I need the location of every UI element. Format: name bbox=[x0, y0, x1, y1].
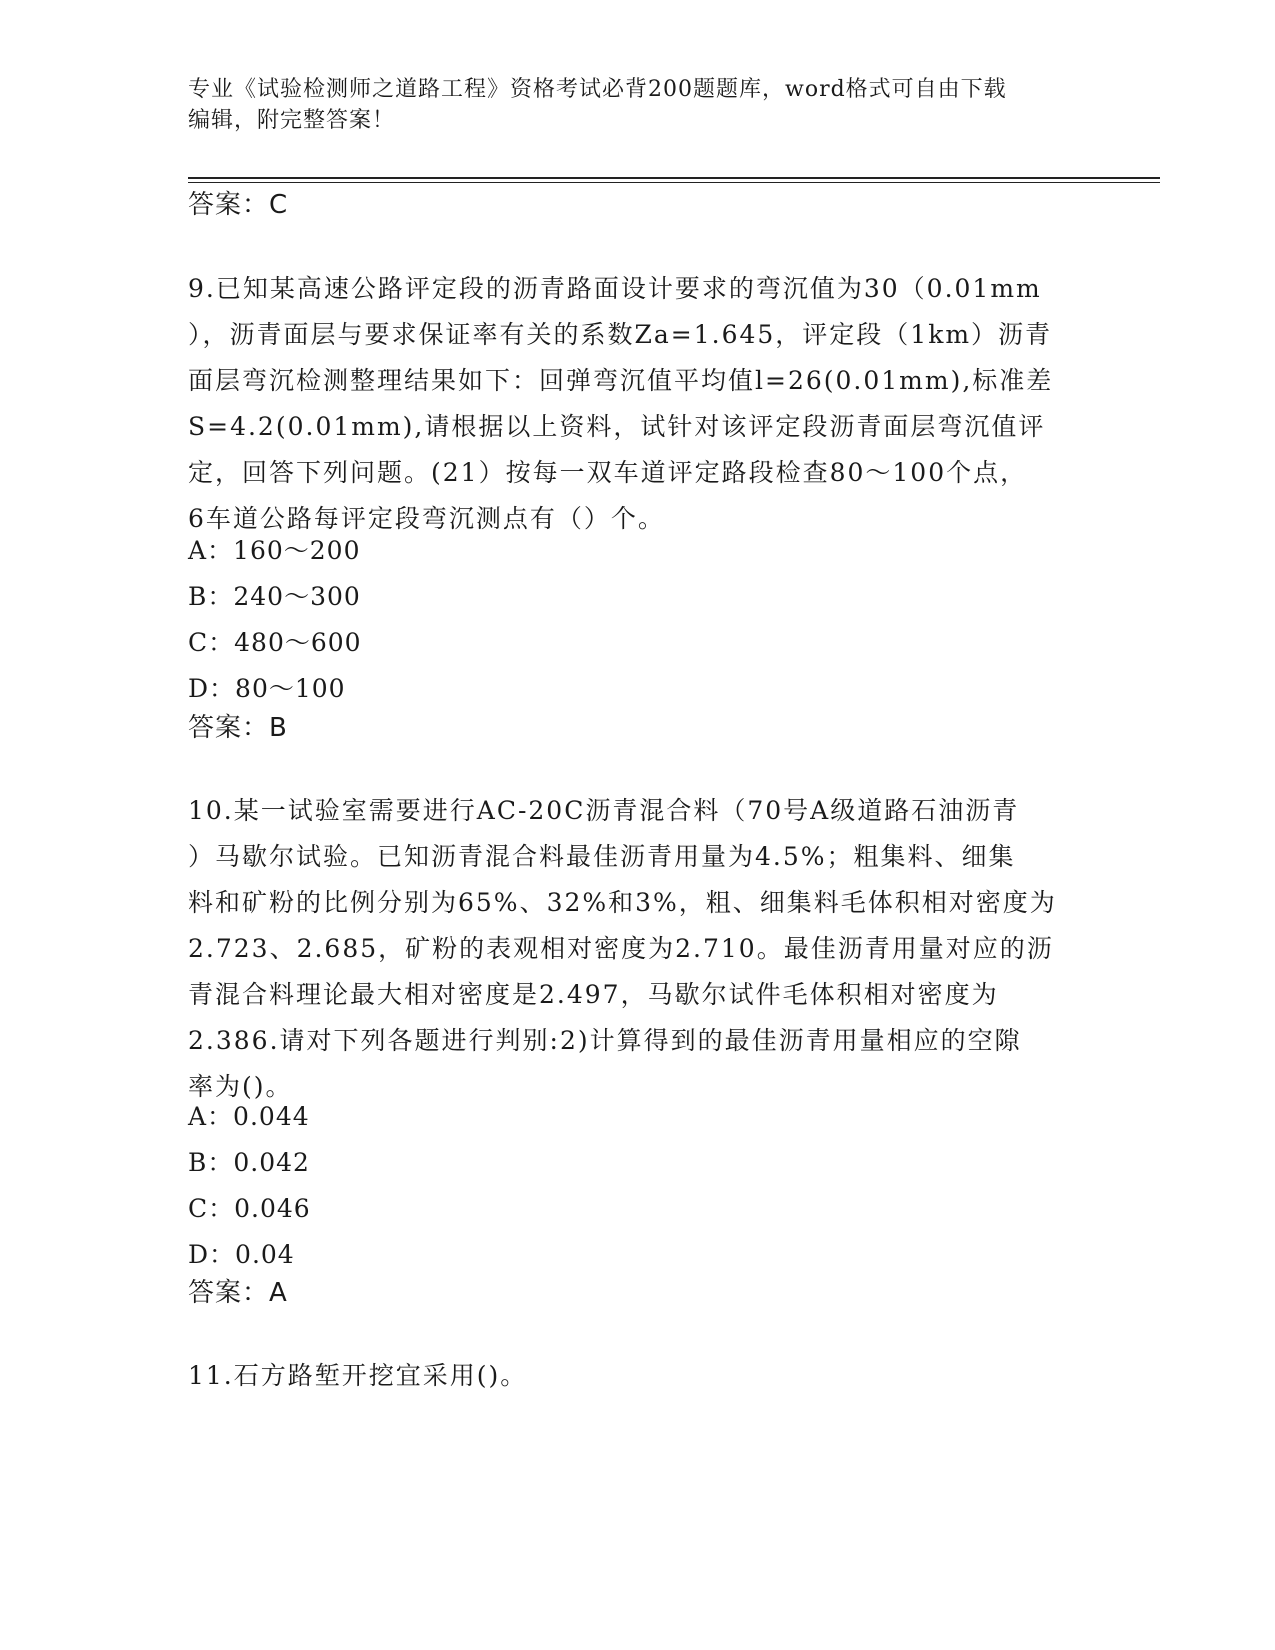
answer-10: 答案：A bbox=[188, 1278, 288, 1308]
question-line: 定，回答下列问题。(21）按每一双车道评定路段检查80～100个点， bbox=[188, 458, 1028, 487]
question-line: 料和矿粉的比例分别为65%、32%和3%，粗、细集料毛体积相对密度为 bbox=[188, 888, 1057, 917]
header-divider-thick bbox=[188, 177, 1160, 179]
answer-top: 答案：C bbox=[188, 190, 289, 220]
header-line-1: 专业《试验检测师之道路工程》资格考试必背200题题库，word格式可自由下载 bbox=[188, 77, 1007, 102]
question-11 bbox=[188, 1353, 1088, 1399]
question-line: 青混合料理论最大相对密度是2.497，马歇尔试件毛体积相对密度为 bbox=[188, 980, 999, 1009]
question-9 bbox=[188, 266, 1088, 542]
option-b: B：0.042 bbox=[188, 1148, 310, 1177]
option-b: B：240～300 bbox=[188, 582, 361, 611]
option-a: A：160～200 bbox=[188, 536, 361, 565]
question-line: 6车道公路每评定段弯沉测点有（）个。 bbox=[188, 504, 665, 533]
option-a: A：0.044 bbox=[188, 1102, 310, 1131]
header-divider-thin bbox=[188, 182, 1160, 183]
question-9-options bbox=[188, 528, 362, 712]
question-line: 9.已知某高速公路评定段的沥青路面设计要求的弯沉值为30（0.01mm bbox=[188, 274, 1042, 303]
option-c: C：480～600 bbox=[188, 628, 362, 657]
question-line: 率为()。 bbox=[188, 1072, 293, 1101]
question-line: ），沥青面层与要求保证率有关的系数Za=1.645，评定段（1km）沥青 bbox=[188, 320, 1053, 349]
option-d: D：80～100 bbox=[188, 674, 346, 703]
question-10 bbox=[188, 788, 1088, 1110]
question-line: 10.某一试验室需要进行AC-20C沥青混合料（70号A级道路石油沥青 bbox=[188, 796, 1020, 825]
question-line: 11.石方路堑开挖宜采用()。 bbox=[188, 1361, 528, 1390]
header-line-2: 编辑，附完整答案！ bbox=[188, 108, 396, 133]
option-d: D：0.04 bbox=[188, 1240, 295, 1269]
option-c: C：0.046 bbox=[188, 1194, 311, 1223]
question-line: 2.386.请对下列各题进行判别:2)计算得到的最佳沥青用量相应的空隙 bbox=[188, 1026, 1022, 1055]
answer-9: 答案：B bbox=[188, 713, 288, 743]
question-10-options bbox=[188, 1094, 311, 1278]
question-line: S=4.2(0.01mm),请根据以上资料，试针对该评定段沥青面层弯沉值评 bbox=[188, 412, 1046, 441]
question-line: 面层弯沉检测整理结果如下：回弹弯沉值平均值l=26(0.01mm),标准差 bbox=[188, 366, 1054, 395]
document-header bbox=[188, 74, 1068, 136]
question-line: ）马歇尔试验。已知沥青混合料最佳沥青用量为4.5%；粗集料、细集 bbox=[188, 842, 1016, 871]
question-line: 2.723、2.685，矿粉的表观相对密度为2.710。最佳沥青用量对应的沥 bbox=[188, 934, 1054, 963]
